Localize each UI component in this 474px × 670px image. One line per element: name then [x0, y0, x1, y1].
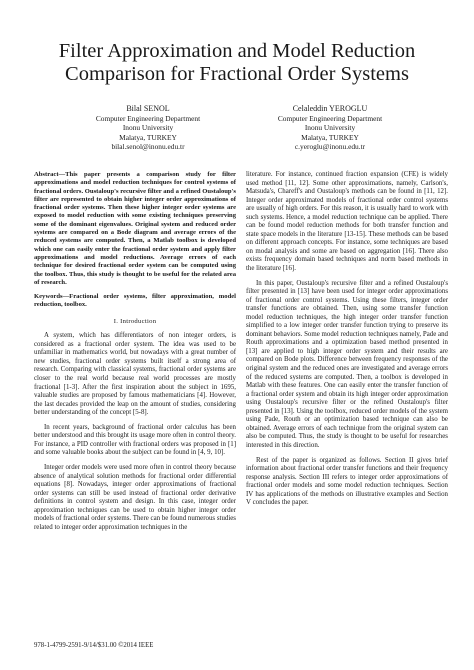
author-city: Malatya, TURKEY	[119, 132, 177, 142]
paragraph: literature. For instance, continued fraction expansion (CFE) is widely used method [11, 12]. Some other approximations, namely, Carlson's, Matsuda's, Chareff's and Oustaloup's methods can be found in [11, 12]. Integer order approximated models of fractional order control systems are usually of high orders. For this reason, it is usually hard to work with such systems. Hence, a model reduction technique can be applied. There can be found model reduction methods for both transfer function and state space models in the literature [13-15]. These methods can be based on different approach concepts. For instance, some techniques are based on modal analysis and some are based on aggregation [16]. There also exists frequency domain based techniques and norm based methods in the literature [16].	[246, 171, 448, 273]
author-block-2	[250, 104, 410, 152]
author-department: Computer Engineering Department	[95, 113, 201, 123]
section-heading: I. Introduction	[113, 317, 157, 325]
paragraph: Integer order models were used more often in control theory because absence of analytical solution methods for fractional order differential equations [8]. Nowadays, integer order approximations of fractional order systems can still be used instead of fractional order derivative definitions in control system and design. In this case, integer order approximation techniques can be used to obtain higher integer order models of fractional order systems. There can be found numerous studies related to integer order approximation techniques in the	[34, 463, 236, 531]
author-university: Inonu University	[304, 123, 356, 133]
abstract: Abstract—This paper presents a comparison study for filter approximations and model reduction techniques for control systems of fractional orders. Oustaloup's recursive filter and a refined Oustaloup's filter are represented to obtain higher integer order approximations of fractional order systems. Then these higher integer order systems are exposed to model reduction with some existing techniques preserving some of the dominant eigenvalues. Original system and reduced order systems are compared on a Bode diagram and average errors of the reduced systems are computed. Then, a Matlab toolbox is developed which one can easily enter the fractional order system and apply filter approximations and model reductions. Average errors of each technique for desired fractional order system can be computed using the toolbox. Thus, this study is thought to be useful for the related area of research.	[34, 171, 236, 286]
paragraph: In recent years, background of fractional order calculus has been better understood and this brought its usage more often in control theory. For instance, a PID controller with fractional orders was proposed in [1] and some valuable books about the subject can be found in [4, 9, 10].	[34, 423, 236, 457]
copyright-footer: 978-1-4799-2591-9/14/$31.00 ©2014 IEEE	[34, 642, 154, 649]
paragraph: In this paper, Oustaloup's recursive filter and a refined Oustaloup's filter presented in [13] have been used for integer order approximations of fractional order control systems. Using these filters, integer order transfer functions are obtained. Then, using some transfer function model reduction techniques, the high integer order transfer function simplified to a low integer order transfer function trying to preserve its dominant behaviors. Some model reduction techniques namely, Pade and Routh approximations and a optimization based method presented in [13] are applied to high integer order system and their results are compared on Bode plots. Difference between frequency responses of the original system and the reduced ones are investigated and average errors of the reduced systems are computed. Then, a toolbox is developed in Matlab with these features. One can easily enter the transfer function of a fractional order system and obtain its high integer order approximation using Oustaloup's recursive filter or the refined Oustaloup's filter presented in [13]. Using the toolbox, reduced order models of the system using Pade, Routh or an optimization based technique can also be obtained. Average errors of each technique from the original system can also be computed. Thus, the study is thought to be useful for researches interested in this direction.	[246, 279, 448, 449]
author-email: bilal.senol@inonu.edu.tr	[111, 142, 185, 152]
author-email: c.yeroglu@inonu.edu.tr	[294, 142, 366, 152]
paper-title	[0, 40, 474, 86]
paragraph: A system, which has differentiators of non integer orders, is considered as a fractional order system. The idea was used to be unfamiliar in mathematics world, but nowadays with a great number of new studies, fractional order systems built itself a strong area of research. Comparing with classical systems, fractional order systems are closer to the real world because real world processes are mostly fractional [1-3]. After the first inspiration about the subject in 1695, valuable studies are proposed by famous mathematicians [4]. However, the last decades provided the leap on the amount of studies, considering better understanding of the concept [5-8].	[34, 332, 236, 417]
author-name: Bilal SENOL	[126, 104, 170, 113]
title-line-1: Filter Approximation and Model Reduction	[58, 40, 416, 62]
author-city: Malatya, TURKEY	[301, 132, 359, 142]
right-column	[246, 171, 448, 514]
author-university: Inonu University	[122, 123, 174, 133]
keywords: Keywords—Fractional order systems, filter approximation, model reduction, toolbox.	[34, 293, 236, 309]
paragraph: Rest of the paper is organized as follows. Section II gives brief information about fractional order transfer functions and their frequency response analysis. Section III refers to integer order approximations of fractional order models and some model reduction techniques. Section IV has applications of the methods on illustrative examples and Section V concludes the paper.	[246, 456, 448, 507]
author-block-1	[68, 104, 228, 152]
left-column	[34, 171, 236, 538]
author-department: Computer Engineering Department	[277, 113, 383, 123]
title-line-2: Comparison for Fractional Order Systems	[65, 63, 409, 85]
author-name: Celaleddin YEROGLU	[292, 104, 368, 113]
